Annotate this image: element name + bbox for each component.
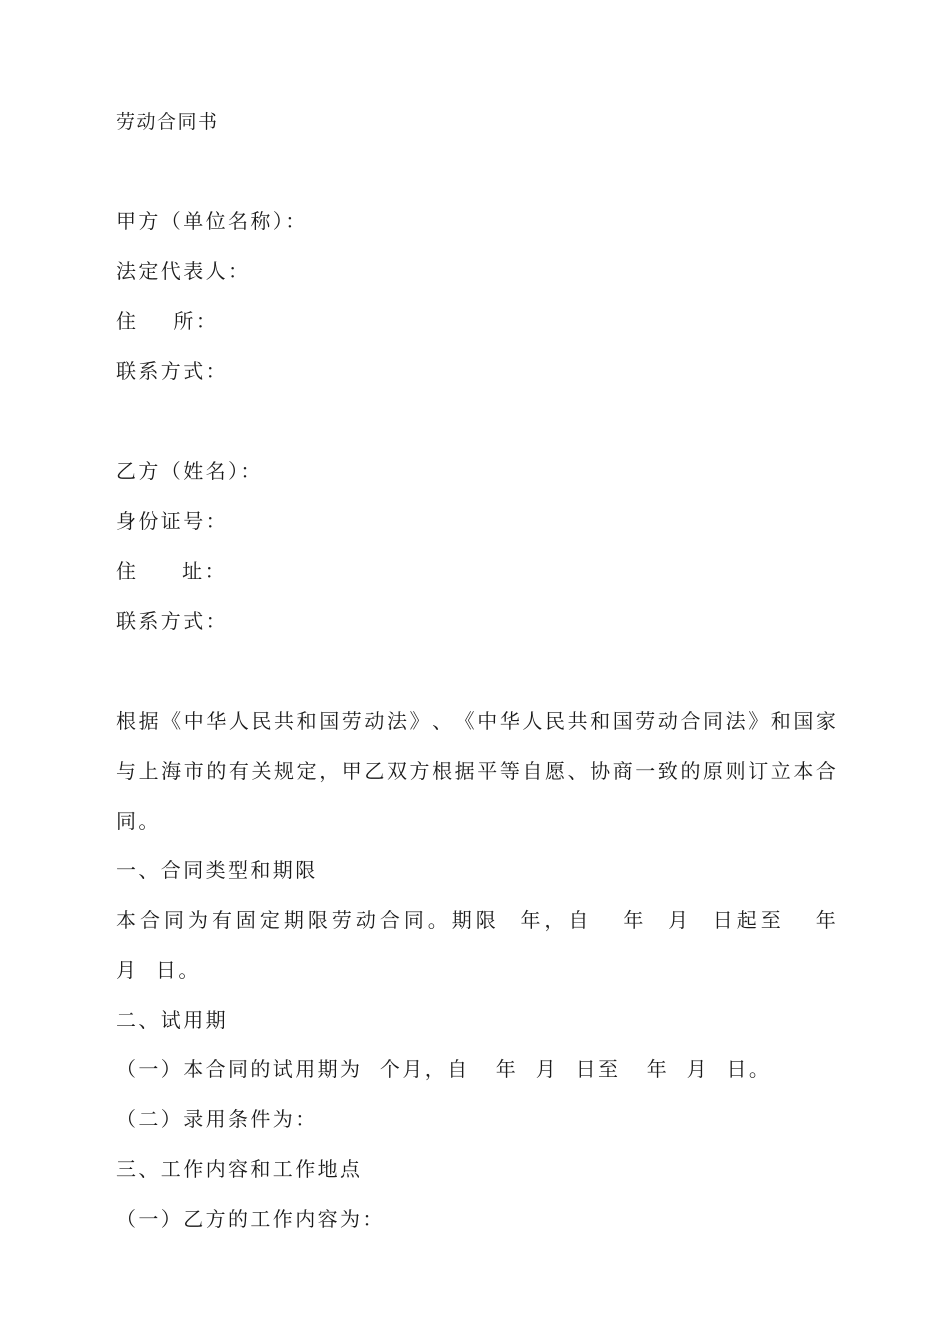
section-3-heading: 三、工作内容和工作地点 (116, 1157, 363, 1181)
section-3-item-1: （一）乙方的工作内容为： (116, 1207, 385, 1231)
section-1-heading: 一、合同类型和期限 (116, 858, 318, 882)
preamble-line-2: 与 上 海 市 的 有 关 规 定 ， 甲 乙 双 方 根 据 平 等 自 愿 、 协 商 一 致 的 原 则 订 立 本 合 (116, 759, 836, 783)
section-2-item-1: （一）本合同的试用期为 个月，自 年 月 日至 年 月 日。 (116, 1057, 772, 1081)
preamble-line-1: 根 据 《 中 华 人 民 共 和 国 劳 动 法 》 、 《 中 华 人 民 共 和 国 劳 动 合 同 法 》 和 国 家 (116, 709, 836, 733)
party-b-name-label: 乙方（姓名）： (116, 459, 263, 483)
party-a-address-label: 住 所： (116, 309, 219, 333)
party-a-name-label: 甲方（单位名称）： (116, 209, 308, 233)
party-b-id-label: 身份证号： (116, 509, 228, 533)
document-title: 劳动合同书 (116, 111, 219, 133)
section-2-heading: 二、试用期 (116, 1008, 228, 1032)
preamble-line-3: 同。 (116, 809, 161, 833)
section-2-item-2: （二）录用条件为： (116, 1107, 318, 1131)
party-b-address-label: 住 址： (116, 559, 227, 583)
section-1-line-2: 月 日。 (116, 958, 201, 982)
party-a-contact-label: 联系方式： (116, 359, 228, 383)
party-b-contact-label: 联系方式： (116, 609, 228, 633)
section-1-line-1: 本 合 同 为 有 固 定 期 限 劳 动 合 同 。 期 限 年 ， 自 年 月 日 起 至 年 (116, 908, 836, 932)
party-a-rep-label: 法定代表人： (116, 259, 251, 283)
